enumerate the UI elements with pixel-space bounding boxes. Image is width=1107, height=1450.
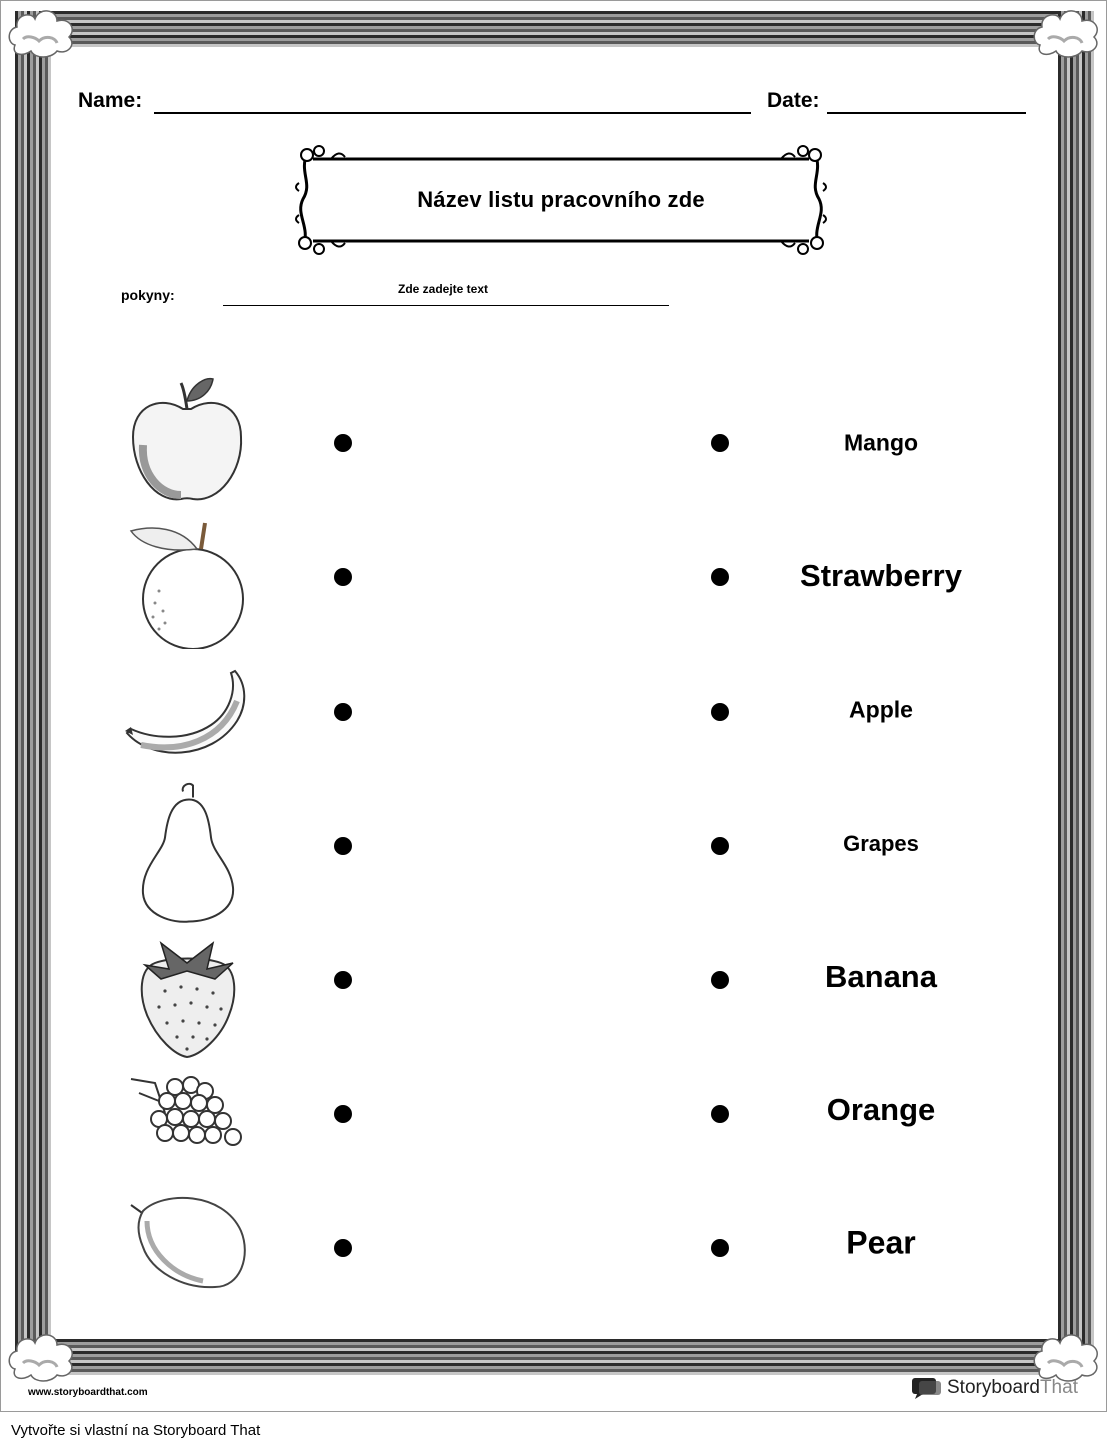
worksheet-title[interactable]: Název listu pracovního zde [417,187,705,212]
instructions-label: pokyny: [121,287,175,303]
match-dot-left[interactable] [334,703,352,721]
match-dot-right[interactable] [711,1105,729,1123]
word-label: Pear [846,1224,916,1261]
border-left [15,11,51,1375]
cloud-corner-icon [1030,5,1104,61]
word-label: Apple [849,696,913,723]
match-dot-left[interactable] [334,1105,352,1123]
apple-icon [121,375,251,505]
match-dot-left[interactable] [334,568,352,586]
match-dot-right[interactable] [711,568,729,586]
brand-name: Storyboard [947,1377,1040,1398]
orange-icon [123,519,253,649]
word-label: Mango [843,429,919,456]
pear-icon [123,779,253,909]
border-top [15,11,1094,47]
strawberry-icon [125,939,255,1069]
match-dot-right[interactable] [711,971,729,989]
match-dot-left[interactable] [334,837,352,855]
border-bottom [15,1339,1094,1375]
name-field[interactable] [154,112,751,114]
grapes-icon [125,1073,255,1203]
word-label: Grapes [843,831,919,856]
border-right [1058,11,1094,1375]
speech-bubble-icon [911,1376,943,1400]
brand-suffix: That [1039,1377,1078,1398]
storyboardthat-logo[interactable] [911,1375,1078,1401]
word-label: Orange [826,1092,936,1127]
footer-url[interactable]: www.storyboardthat.com [28,1387,148,1398]
match-dot-left[interactable] [334,971,352,989]
cloud-corner-icon [5,5,79,61]
match-dot-left[interactable] [334,434,352,452]
match-dot-right[interactable] [711,1239,729,1257]
instructions-underline [223,305,669,306]
date-label: Date: [767,89,820,112]
match-dot-right[interactable] [711,837,729,855]
cloud-corner-icon [5,1329,79,1385]
word-label: Banana [825,959,937,994]
match-dot-left[interactable] [334,1239,352,1257]
banana-icon [121,661,251,791]
title-frame [291,143,831,255]
instructions-text[interactable]: Zde zadejte text [397,282,489,296]
date-field[interactable] [827,112,1026,114]
word-label: Strawberry [800,558,962,593]
match-dot-right[interactable] [711,434,729,452]
match-dot-right[interactable] [711,703,729,721]
mango-icon [123,1191,253,1321]
create-your-own-caption[interactable]: Vytvořte si vlastní na Storyboard That [11,1422,261,1439]
name-label: Name: [78,89,143,112]
